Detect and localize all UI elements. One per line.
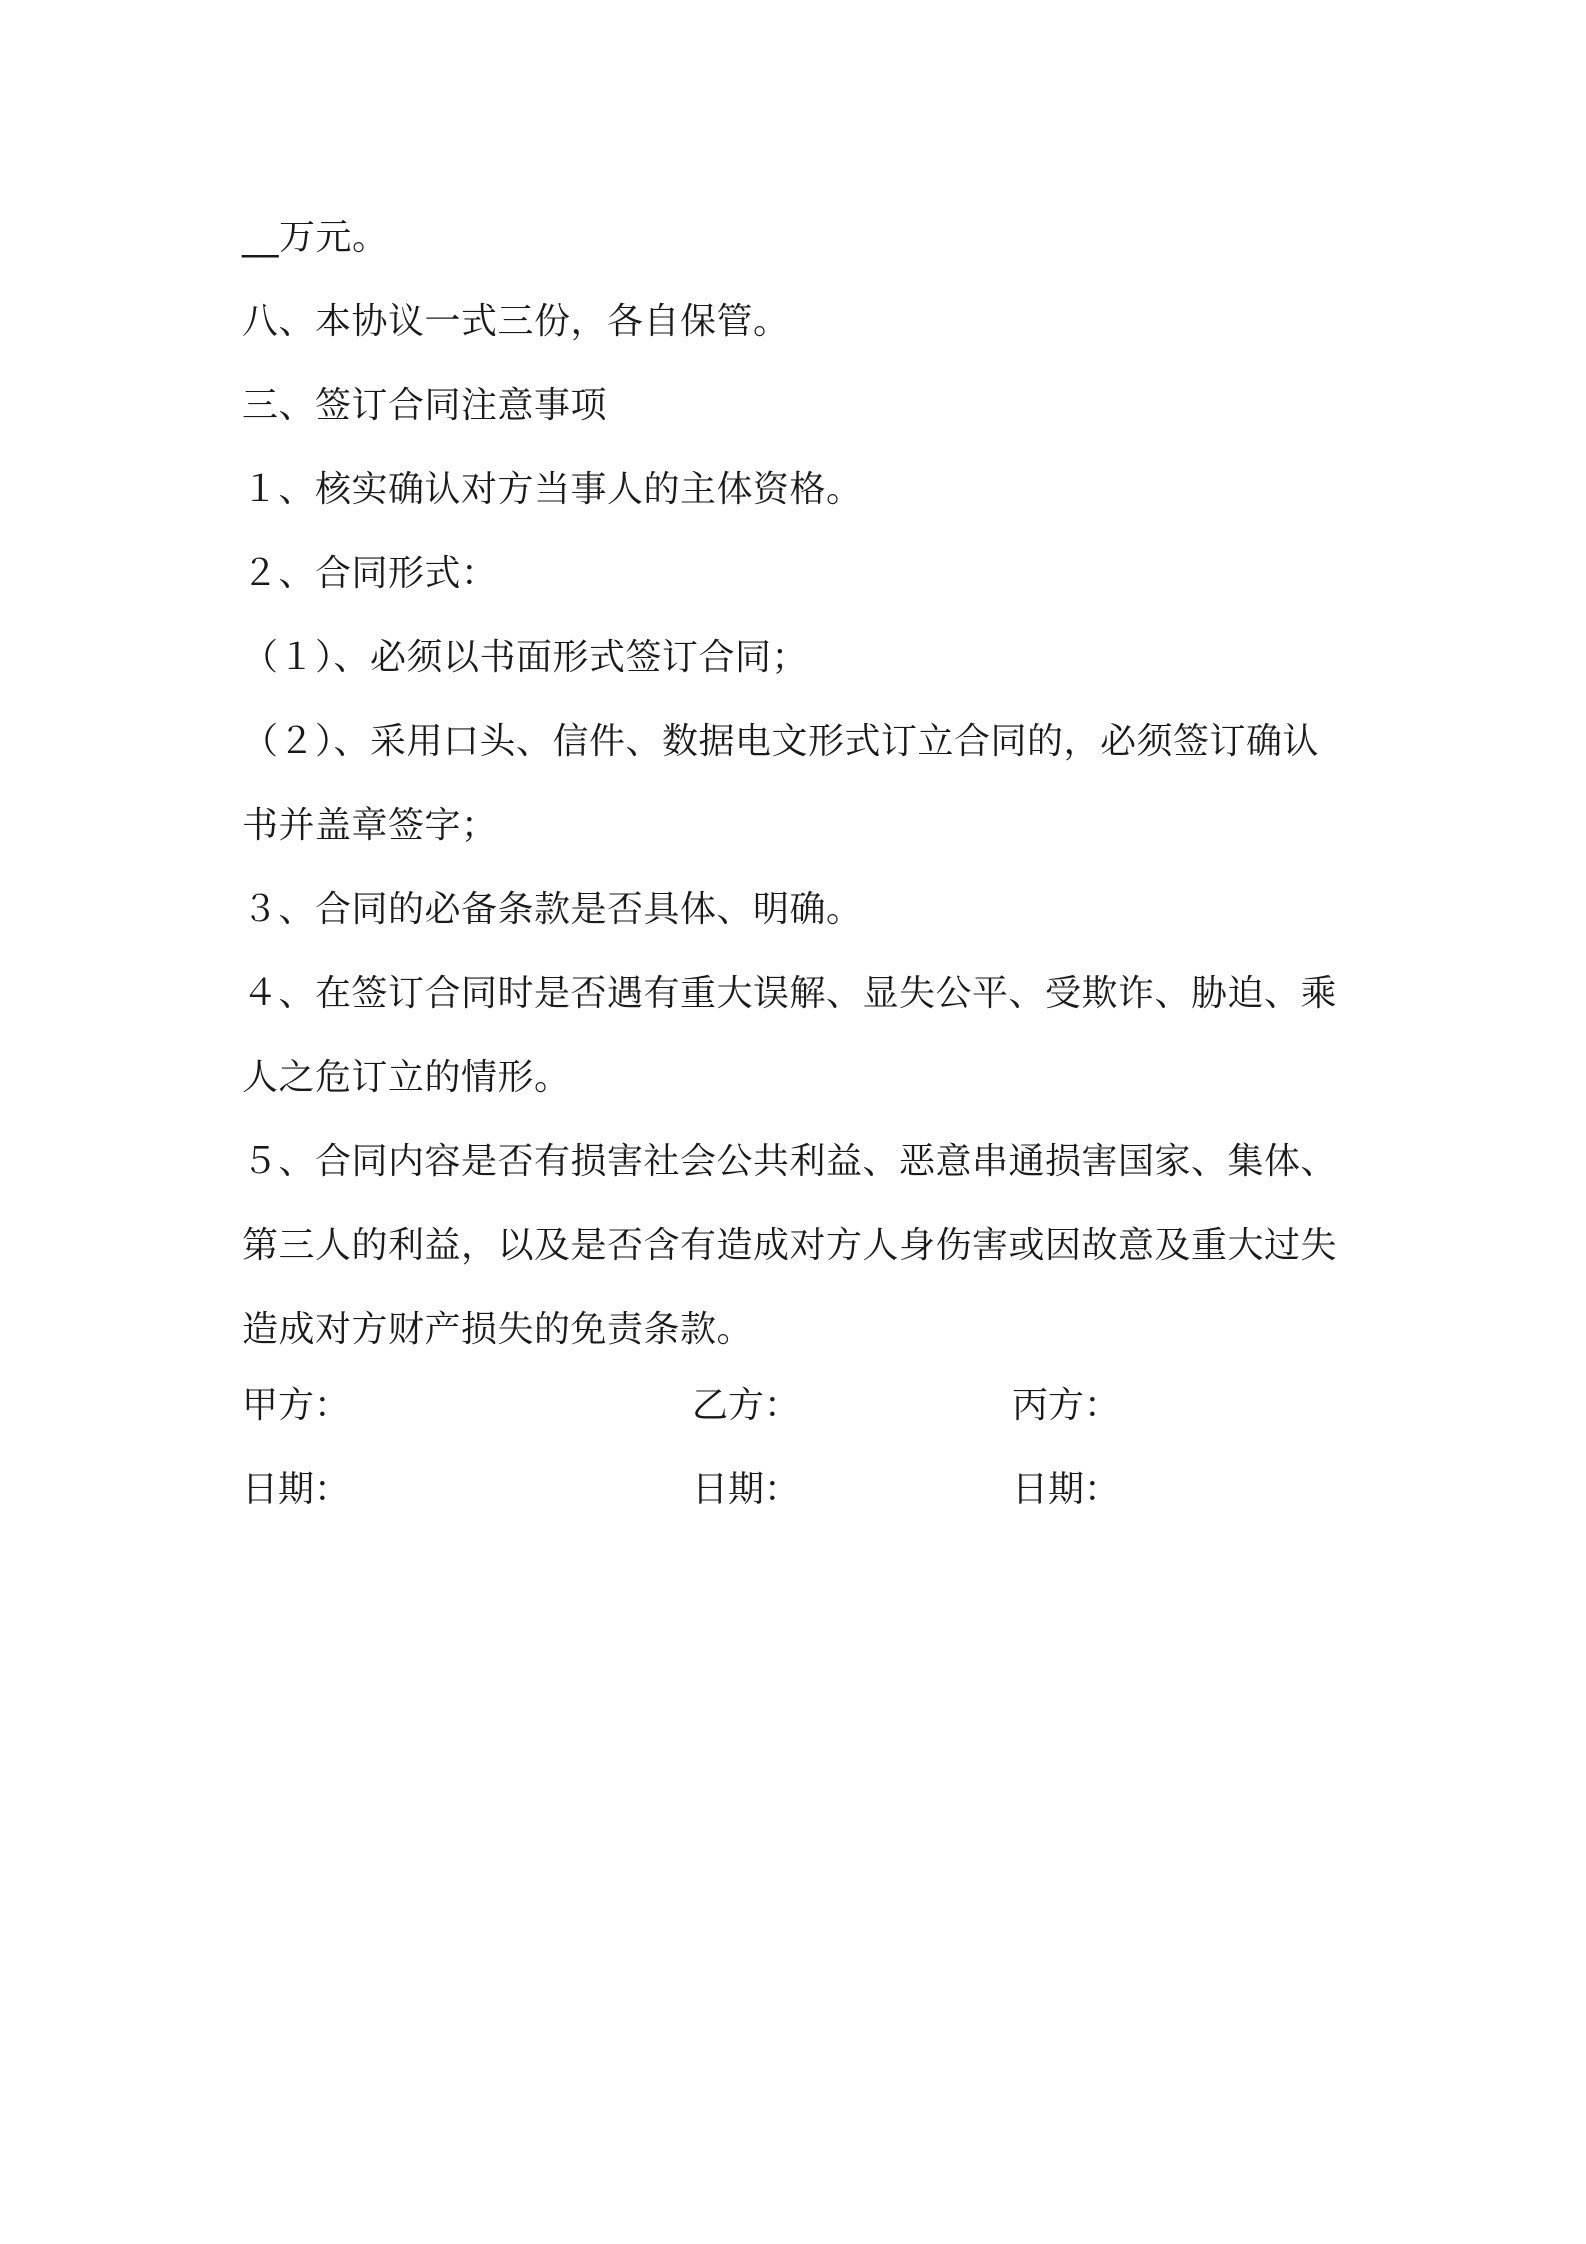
signature-block [242, 1364, 1362, 1532]
date-a-label: 日期： [242, 1469, 351, 1510]
text-line-clause-8: 八、本协议一式三份，各自保管。 [242, 301, 790, 342]
signature-row-dates [242, 1448, 1362, 1532]
text-line-item-2-1: （１）、必须以书面形式签订合同； [242, 637, 809, 678]
party-c-label: 丙方： [1012, 1385, 1121, 1426]
text-line-item-5: ５、合同内容是否有损害社会公共利益、恶意串通损害国家、集体、 [242, 1141, 1338, 1182]
section-heading-notes: 三、签订合同注意事项 [242, 385, 608, 426]
text-line-item-5-cont-2: 造成对方财产损失的免责条款。 [242, 1309, 754, 1350]
signature-row-parties [242, 1364, 1362, 1448]
text-line-amount: __万元。 [242, 217, 389, 258]
text-line-item-2: ２、合同形式： [242, 553, 498, 594]
text-line-item-4: ４、在签订合同时是否遇有重大误解、显失公平、受欺诈、胁迫、乘 [242, 973, 1338, 1014]
document-body [242, 196, 1362, 1372]
text-line-item-5-cont-1: 第三人的利益，以及是否含有造成对方人身伤害或因故意及重大过失 [242, 1225, 1338, 1266]
text-line-item-2-2-cont: 书并盖章签字； [242, 805, 498, 846]
text-line-item-2-2: （２）、采用口头、信件、数据电文形式订立合同的，必须签订确认 [242, 721, 1320, 762]
party-a-label: 甲方： [242, 1385, 351, 1426]
party-b-label: 乙方： [692, 1385, 801, 1426]
text-line-item-3: ３、合同的必备条款是否具体、明确。 [242, 889, 863, 930]
date-c-label: 日期： [1012, 1469, 1121, 1510]
text-line-item-4-cont: 人之危订立的情形。 [242, 1057, 571, 1098]
date-b-label: 日期： [692, 1469, 801, 1510]
text-line-item-1: １、核实确认对方当事人的主体资格。 [242, 469, 863, 510]
